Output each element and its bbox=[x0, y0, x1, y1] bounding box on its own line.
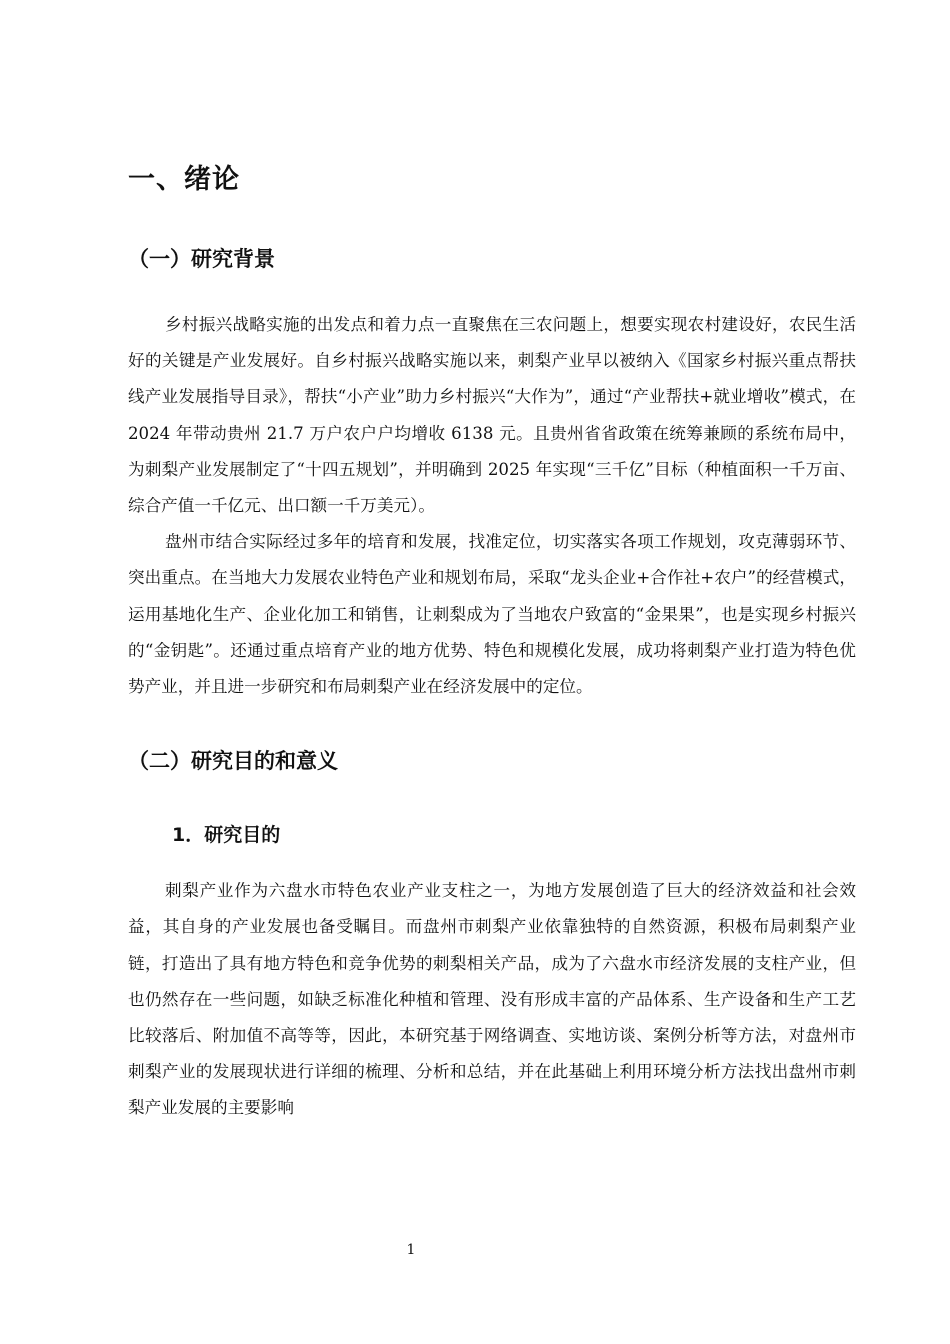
spacer bbox=[128, 781, 856, 817]
spacer bbox=[128, 279, 856, 307]
paragraph-background-2: 盘州市结合实际经过多年的培育和发展，找准定位，切实落实各项工作规划，攻克薄弱环节、突出重点。在当地大力发展农业特色产业和规划布局，采取“龙头企业+合作社+农户”的经营模式，运用基地化生产、企业化加工和销售，让刺梨成为了当地农户致富的“金果果”，也是实现乡村振兴的“金钥匙”。还通过重点培育产业的地方优势、特色和规模化发展，成功将刺梨产业打造为特色优势产业，并且进一步研究和布局刺梨产业在经济发展中的定位。 bbox=[128, 532, 856, 697]
paragraph-background-1: 乡村振兴战略实施的出发点和着力点一直聚焦在三农问题上，想要实现农村建设好，农民生活好的关键是产业发展好。自乡村振兴战略实施以来，刺梨产业早以被纳入《国家乡村振兴重点帮扶线产业发展指导目录》，帮扶“小产业”助力乡村振兴“大作为”，通过“产业帮扶+就业增收”模式，在 2024 年带动贵州 21.7 万户农户户均增收 6138 元。且贵州省省政策在统筹兼顾的系统布局中，为刺梨产业发展制定了“十四五规划”，并明确到 2025 年实现“三千亿”目标（种植面积一千万亩、综合产值一千亿元、出口额一千万美元）。 bbox=[128, 315, 856, 516]
page-content bbox=[128, 150, 856, 1127]
chapter-title: 一、绪论 bbox=[128, 164, 240, 195]
spacer bbox=[128, 705, 856, 741]
spacer bbox=[128, 210, 856, 239]
paragraph-purpose-1: 刺梨产业作为六盘水市特色农业产业支柱之一，为地方发展创造了巨大的经济效益和社会效益，其自身的产业发展也备受瞩目。而盘州市刺梨产业依靠独特的自然资源，积极布局刺梨产业链，打造出了具有地方特色和竞争优势的刺梨相关产品，成为了六盘水市经济发展的支柱产业，但也仍然存在一些问题，如缺乏标准化种植和管理、没有形成丰富的产品体系、生产设备和生产工艺比较落后、附加值不高等等，因此，本研究基于网络调查、实地访谈、案例分析等方法，对盘州市刺梨产业的发展现状进行详细的梳理、分析和总结，并在此基础上利用环境分析方法找出盘州市刺梨产业发展的主要影响 bbox=[128, 881, 856, 1118]
page-number: 1 bbox=[406, 1242, 416, 1258]
section-title-background: （一）研究背景 bbox=[128, 247, 275, 271]
spacer bbox=[128, 853, 856, 873]
subsection-title-purpose: 1．研究目的 bbox=[172, 824, 281, 847]
section-title-purpose-significance: （二）研究目的和意义 bbox=[128, 749, 338, 774]
